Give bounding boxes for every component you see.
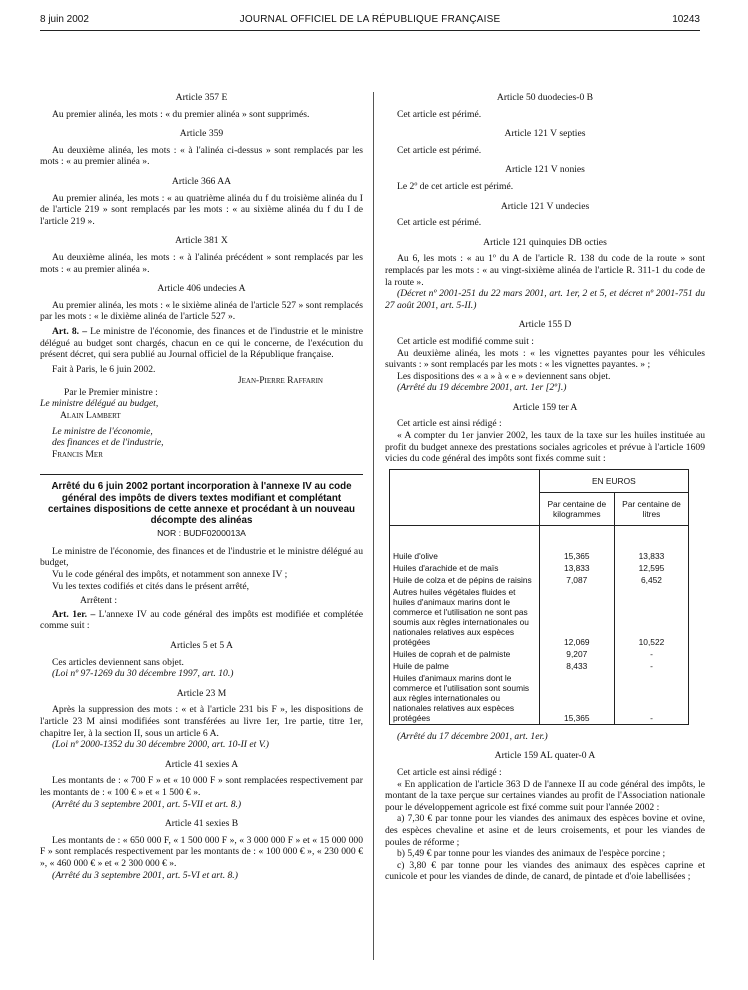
article-text: Cet article est ainsi rédigé : [397, 418, 502, 430]
article-1 [40, 609, 363, 632]
row-value-litres: - [614, 648, 688, 660]
article-heading: Article 121 quinquies DB octies [483, 236, 607, 248]
article-text: Au 6, les mots : « au 1º du A de l'article R. 138 du code de la route » sont remplacés par les mots : « au vingt-sixième alinéa de l'article R. 311-1 du code de la route ». [385, 253, 705, 288]
article-text: « A compter du 1er janvier 2002, les taux de la taxe sur les huiles instituée au profit du budget annexe des prestations sociales agricoles et prévue à l'article 1609 vicies du code général des impôts sont fixés comme suit : [385, 430, 705, 465]
signatory-prime-minister: Jean-Pierre Raffarin [237, 375, 323, 387]
fait-a-paris: Fait à Paris, le 6 juin 2002. [52, 363, 156, 375]
row-label: Huiles de coprah et de palmiste [390, 648, 540, 660]
article-reference: (Loi nº 2000-1352 du 30 décembre 2000, art. 10-II et V.) [52, 739, 269, 751]
column-header-kg: Par centaine de kilogrammes [539, 492, 614, 525]
preamble: Vu le code général des impôts, et notamment son annexe IV ; [52, 569, 288, 581]
arretent: Arrêtent : [80, 595, 118, 607]
article-item: c) 3,80 € par tonne pour les viandes des animaux des espèces caprine et cunicole et pour les viandes de dinde, de canard, de pintade et d'oie labellisées ; [385, 859, 705, 883]
article-heading: Articles 5 et 5 A [170, 640, 233, 651]
table-corner [390, 469, 540, 525]
row-value-litres: 13,833 [614, 550, 688, 562]
signatory-budget-minister: Alain Lambert [60, 410, 121, 422]
row-value-litres: 12,595 [614, 562, 688, 574]
article-heading: Article 357 E [175, 92, 228, 103]
row-value-kg: 13,833 [539, 562, 614, 574]
row-value-kg: 12,069 [539, 586, 614, 648]
article-heading: Article 159 ter A [512, 401, 578, 413]
table-spacer [390, 525, 689, 550]
article-8-label: Art. 8. – [52, 325, 87, 337]
table-row [390, 574, 689, 586]
article-heading: Article 359 [179, 128, 224, 140]
page-header [40, 14, 700, 30]
row-value-litres: 6,452 [614, 574, 688, 586]
signatory-economy-minister: Francis Mer [52, 448, 103, 460]
row-value-kg: 7,087 [539, 574, 614, 586]
row-label: Huiles d'animaux marins dont le commerce et l'utilisation sont soumis aux règles internationales ou nationales relatives aux espèces protégées [390, 672, 540, 725]
article-1-label: Art. 1er. – [52, 608, 96, 620]
article-item: a) 7,30 € par tonne pour les viandes des animaux des espèces bovine et ovine, des espèces chevaline et asine et de leurs croisements, et pour les viandes de poules de réforme ; [385, 813, 705, 848]
row-value-kg: 15,365 [539, 550, 614, 562]
decree-divider [40, 474, 363, 475]
article-text: Cet article est modifié comme suit : [397, 335, 534, 347]
article-heading: Article 381 X [175, 235, 228, 247]
article-text: Au deuxième alinéa, les mots : « les vignettes payantes pour les véhicules suivants : » sont remplacés par les mots : « les vignettes payantes. » ; [385, 347, 705, 371]
article-reference: (Arrêté du 3 septembre 2001, art. 5-VII et art. 8.) [52, 798, 242, 810]
role-budget-minister: Le ministre délégué au budget, [40, 398, 159, 410]
table-row [390, 562, 689, 574]
article-reference: (Décret nº 2001-251 du 22 mars 2001, art. 1er, 2 et 5, et décret nº 2001-751 du 27 août 2001, art. 5-II.) [385, 288, 705, 311]
article-heading: Article 406 undecies A [157, 283, 246, 295]
article-heading: Article 121 V septies [504, 128, 586, 140]
article-text: Cet article est périmé. [397, 144, 482, 156]
preamble: Le ministre de l'économie, des finances et de l'industrie et le ministre délégué au budget, [40, 545, 363, 569]
table-row [390, 672, 689, 725]
left-column [40, 92, 363, 881]
article-8 [40, 326, 363, 361]
article-reference: (Arrêté du 19 décembre 2001, art. 1er [2º].) [397, 382, 567, 394]
currency-header: EN EUROS [539, 469, 688, 492]
page-number: 10243 [672, 14, 700, 25]
article-text: Les montants de : « 650 000 F, « 1 500 000 F », « 3 000 000 F » et « 15 000 000 F » sont remplacés respectivement par les montants de : « 100 000 € », « 230 000 € », « 460 000 € » et « 2 300 000 € ». [40, 834, 363, 869]
article-reference: (Arrêté du 17 décembre 2001, art. 1er.) [397, 730, 548, 742]
article-text: Cet article est périmé. [397, 108, 482, 120]
right-column [385, 92, 705, 883]
article-text: Cet article est ainsi rédigé : [397, 767, 502, 779]
column-header-litres: Par centaine de litres [614, 492, 688, 525]
article-text: Au premier alinéa, les mots : « le sixième alinéa de l'article 527 » sont remplacés par les mots : « le dixième alinéa de l'article 527 ». [40, 299, 363, 323]
row-value-litres: 10,522 [614, 586, 688, 648]
article-heading: Article 121 V undecies [500, 200, 590, 212]
header-rule [40, 30, 700, 31]
article-8-text: Le ministre de l'économie, des finances et de l'industrie et le ministre délégué au budget sont chargés, chacun en ce qui le concerne, de l'exécution du présent décret, qui sera publié au Journal officiel de la République française. [40, 325, 363, 361]
article-reference: (Arrêté du 3 septembre 2001, art. 5-VI et art. 8.) [52, 869, 238, 881]
decree-title: Arrêté du 6 juin 2002 portant incorporation à l'annexe IV au code général des impôts de divers textes modifiant et complétant certaines dispositions de cette annexe et procédant à un nouveau décompte des alinéas [47, 481, 356, 527]
article-heading: Article 366 AA [171, 175, 232, 187]
article-text: Cet article est périmé. [397, 217, 482, 229]
decree-nor: NOR : BUDF0200013A [157, 528, 246, 539]
role-economy-minister-2: des finances et de l'industrie, [52, 437, 164, 449]
article-text: Le 2º de cet article est périmé. [397, 180, 514, 192]
article-text: Au premier alinéa, les mots : « au quatrième alinéa du f du troisième alinéa du I de l'article 219 » sont remplacés par les mots : « au sixième alinéa du f du I de l'article 219 ». [40, 192, 363, 227]
table-row [390, 550, 689, 562]
row-label: Autres huiles végétales fluides et huiles d'animaux marins dont le commerce et l'utilisation ne sont pas soumis aux règles internationales ou nationales relatives aux espèces protégées [390, 586, 540, 648]
article-text: Au deuxième alinéa, les mots : « à l'alinéa ci-dessus » sont remplacés par les mots : « au premier alinéa ». [40, 144, 363, 168]
article-heading: Article 41 sexies B [164, 818, 239, 830]
column-divider [373, 92, 374, 960]
article-text: Au deuxième alinéa, les mots : « à l'alinéa précédent » sont remplacés par les mots : « au premier alinéa ». [40, 251, 363, 275]
article-heading: Article 121 V nonies [505, 164, 585, 176]
journal-title: JOURNAL OFFICIEL DE LA RÉPUBLIQUE FRANÇAISE [239, 14, 501, 25]
article-heading: Article 155 D [518, 319, 572, 331]
row-label: Huile de colza et de pépins de raisins [390, 574, 540, 586]
row-label: Huile d'olive [390, 550, 540, 562]
row-value-litres: - [614, 672, 688, 725]
article-1-text: L'annexe IV au code général des impôts est modifiée et complétée comme suit : [40, 608, 363, 632]
par-le-premier-ministre: Par le Premier ministre : [64, 386, 158, 398]
table-row [390, 648, 689, 660]
preamble: Vu les textes codifiés et cités dans le présent arrêté, [52, 580, 250, 592]
row-value-litres: - [614, 660, 688, 672]
role-economy-minister: Le ministre de l'économie, [52, 425, 153, 437]
article-text: Les montants de : « 700 F » et « 10 000 F » sont remplacées respectivement par les montants de : « 100 € » et « 1 500 € ». [40, 775, 363, 798]
article-heading: Article 41 sexies A [164, 758, 239, 770]
article-text: Ces articles deviennent sans objet. [52, 656, 184, 668]
row-value-kg: 8,433 [539, 660, 614, 672]
article-heading: Article 23 M [176, 687, 227, 699]
row-label: Huiles d'arachide et de maïs [390, 562, 540, 574]
oil-tax-table [389, 469, 689, 725]
article-heading: Article 159 AL quater-0 A [494, 750, 596, 762]
publication-date: 8 juin 2002 [40, 14, 89, 25]
table-row [390, 586, 689, 648]
article-text: Au premier alinéa, les mots : « du premier alinéa » sont supprimés. [52, 108, 310, 120]
article-reference: (Loi nº 97-1269 du 30 décembre 1997, art. 10.) [52, 668, 234, 680]
article-item: b) 5,49 € par tonne pour les viandes des animaux de l'espèce porcine ; [397, 848, 666, 860]
article-text: « En application de l'article 363 D de l'annexe II au code général des impôts, le montant de la taxe perçue sur certaines viandes au profit de l'Association nationale pour le développement agricole est fixé comme suit pour l'année 2002 : [385, 778, 705, 813]
table-row [390, 660, 689, 672]
article-heading: Article 50 duodecies-0 B [496, 92, 594, 103]
article-text: Les dispositions des « a » à « e » deviennent sans objet. [397, 370, 611, 382]
row-value-kg: 15,365 [539, 672, 614, 725]
article-text: Après la suppression des mots : « et à l'article 231 bis F », les dispositions de l'article 23 M ainsi modifiées sont transférées au livre 1er, 1re partie, titre 1er, chapitre Ier, à la section II, sous un article 6 A. [40, 704, 363, 739]
row-value-kg: 9,207 [539, 648, 614, 660]
row-label: Huile de palme [390, 660, 540, 672]
